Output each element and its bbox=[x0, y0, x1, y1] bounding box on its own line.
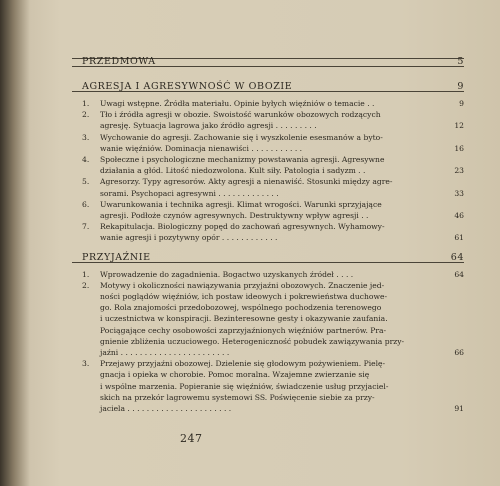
entry-text: Motywy i okoliczności nawiązywania przyjaźni obozowych. Znaczenie jed- ności poglądów więźniów, ich postaw ideowych i pokrewieństwa duchowe- go. Rola znajomości przedobozowej, wspólnego pochodzenia terenowego i uczestnictwa w konspiracji. Bezinteresowne gesty i okazywanie zaufania. Pociągające cechy osobowości zaprzyjaźnionych więźniów partnerów. Pra- gnienie zbliżenia uczuciowego. Heterogeniczność pobudek zawiązywania przy- jaźni . . . . . . . . . . . . . . . . . . . . . . . bbox=[100, 280, 405, 358]
toc-entry bbox=[72, 176, 464, 198]
section-heading-friendships bbox=[72, 250, 464, 263]
section-title: PRZYJAŹNIE bbox=[82, 251, 151, 263]
entry-text: Przejawy przyjaźni obozowej. Dzielenie się głodowym pożywieniem. Pielę- gnacja i opieka w chorobie. Pomoc moralna. Wzajemne zwierzanie się i wspólne marzenia. Popieranie się więźniów, świadczenie usług przyjaciel- skich na przekór lagrowemu systemowi SS. Poświęcenie siebie za przy- jaciela . . . . . . . . . . . . . . . . . . . . . . bbox=[100, 359, 389, 414]
entry-number: 7. bbox=[82, 222, 90, 232]
entry-number: 2. bbox=[82, 280, 90, 290]
entry-page: 66 bbox=[454, 348, 464, 358]
toc-entry bbox=[72, 358, 464, 414]
section-title: AGRESJA I AGRESYWNOŚĆ W OBOZIE bbox=[82, 81, 293, 92]
entry-page: 23 bbox=[454, 166, 464, 176]
entry-page: 46 bbox=[454, 211, 464, 221]
toc-entry bbox=[72, 280, 464, 358]
entry-number: 6. bbox=[82, 199, 90, 209]
entry-number: 2. bbox=[82, 110, 90, 120]
section-page: 9 bbox=[457, 81, 464, 92]
section-heading-preface bbox=[72, 54, 464, 67]
toc-entry bbox=[72, 132, 464, 154]
section-heading-aggression bbox=[72, 79, 464, 92]
entry-text: Wprowadzenie do zagadnienia. Bogactwo uzyskanych źródeł . . . . bbox=[100, 269, 354, 279]
entry-page: 12 bbox=[454, 121, 464, 131]
table-of-contents bbox=[72, 54, 464, 414]
entry-number: 1. bbox=[82, 269, 90, 279]
entry-text: Agresorzy. Typy agresorów. Akty agresji a nienawiść. Stosunki między agre- sorami. Psychopaci agresywni . . . . . . . . . . . . . bbox=[100, 177, 393, 198]
page-number: 247 bbox=[180, 432, 203, 445]
toc-entry bbox=[72, 109, 464, 131]
toc-entry bbox=[72, 98, 464, 109]
entry-text: Wychowanie do agresji. Zachowanie się i wyszkolenie esesmanów a byto- wanie więźniów. Dominacja nienawiści . . . . . . . . . . . bbox=[100, 132, 383, 153]
entry-text: Uwagi wstępne. Źródła materiału. Opinie byłych więźniów o temacie . . bbox=[100, 99, 375, 108]
section-title: PRZEDMOWA bbox=[82, 56, 156, 67]
entry-page: 64 bbox=[454, 269, 464, 279]
entry-page: 9 bbox=[459, 99, 464, 108]
toc-entry bbox=[72, 269, 464, 280]
toc-entry bbox=[72, 199, 464, 221]
section-page: 5 bbox=[457, 56, 464, 67]
entry-number: 3. bbox=[82, 359, 90, 369]
entry-page: 16 bbox=[454, 143, 464, 153]
entry-text: Tło i źródła agresji w obozie. Swoistość warunków obozowych rodzących agresję. Sytuacja lagrowa jako źródło agresji . . . . . . . . . bbox=[100, 110, 381, 131]
entry-number: 1. bbox=[82, 99, 90, 108]
entry-page: 33 bbox=[454, 188, 464, 198]
entry-text: Uwarunkowania i technika agresji. Klimat wrogości. Warunki sprzyjające agresji. Podłoże czynów agresywnych. Destruktywny wpływ agresji . . bbox=[100, 199, 382, 221]
entry-page: 61 bbox=[454, 233, 464, 243]
entry-number: 3. bbox=[82, 132, 90, 142]
toc-entry bbox=[72, 221, 464, 243]
entry-number: 5. bbox=[82, 177, 90, 187]
entry-page: 91 bbox=[454, 404, 464, 414]
entry-number: 4. bbox=[82, 155, 90, 165]
toc-entry bbox=[72, 154, 464, 176]
entry-text: Rekapitulacja. Biologiczny popęd do zachowań agresywnych. Wyhamowy- wanie agresji i pozytywny opór . . . . . . . . . . . . bbox=[100, 222, 385, 243]
entry-text: Społeczne i psychologiczne mechanizmy powstawania agresji. Agresywne działania a głód. Litość niedozwolona. Kult siły. Patologia i sadyzm . . bbox=[100, 155, 385, 176]
section-page: 64 bbox=[450, 251, 464, 263]
